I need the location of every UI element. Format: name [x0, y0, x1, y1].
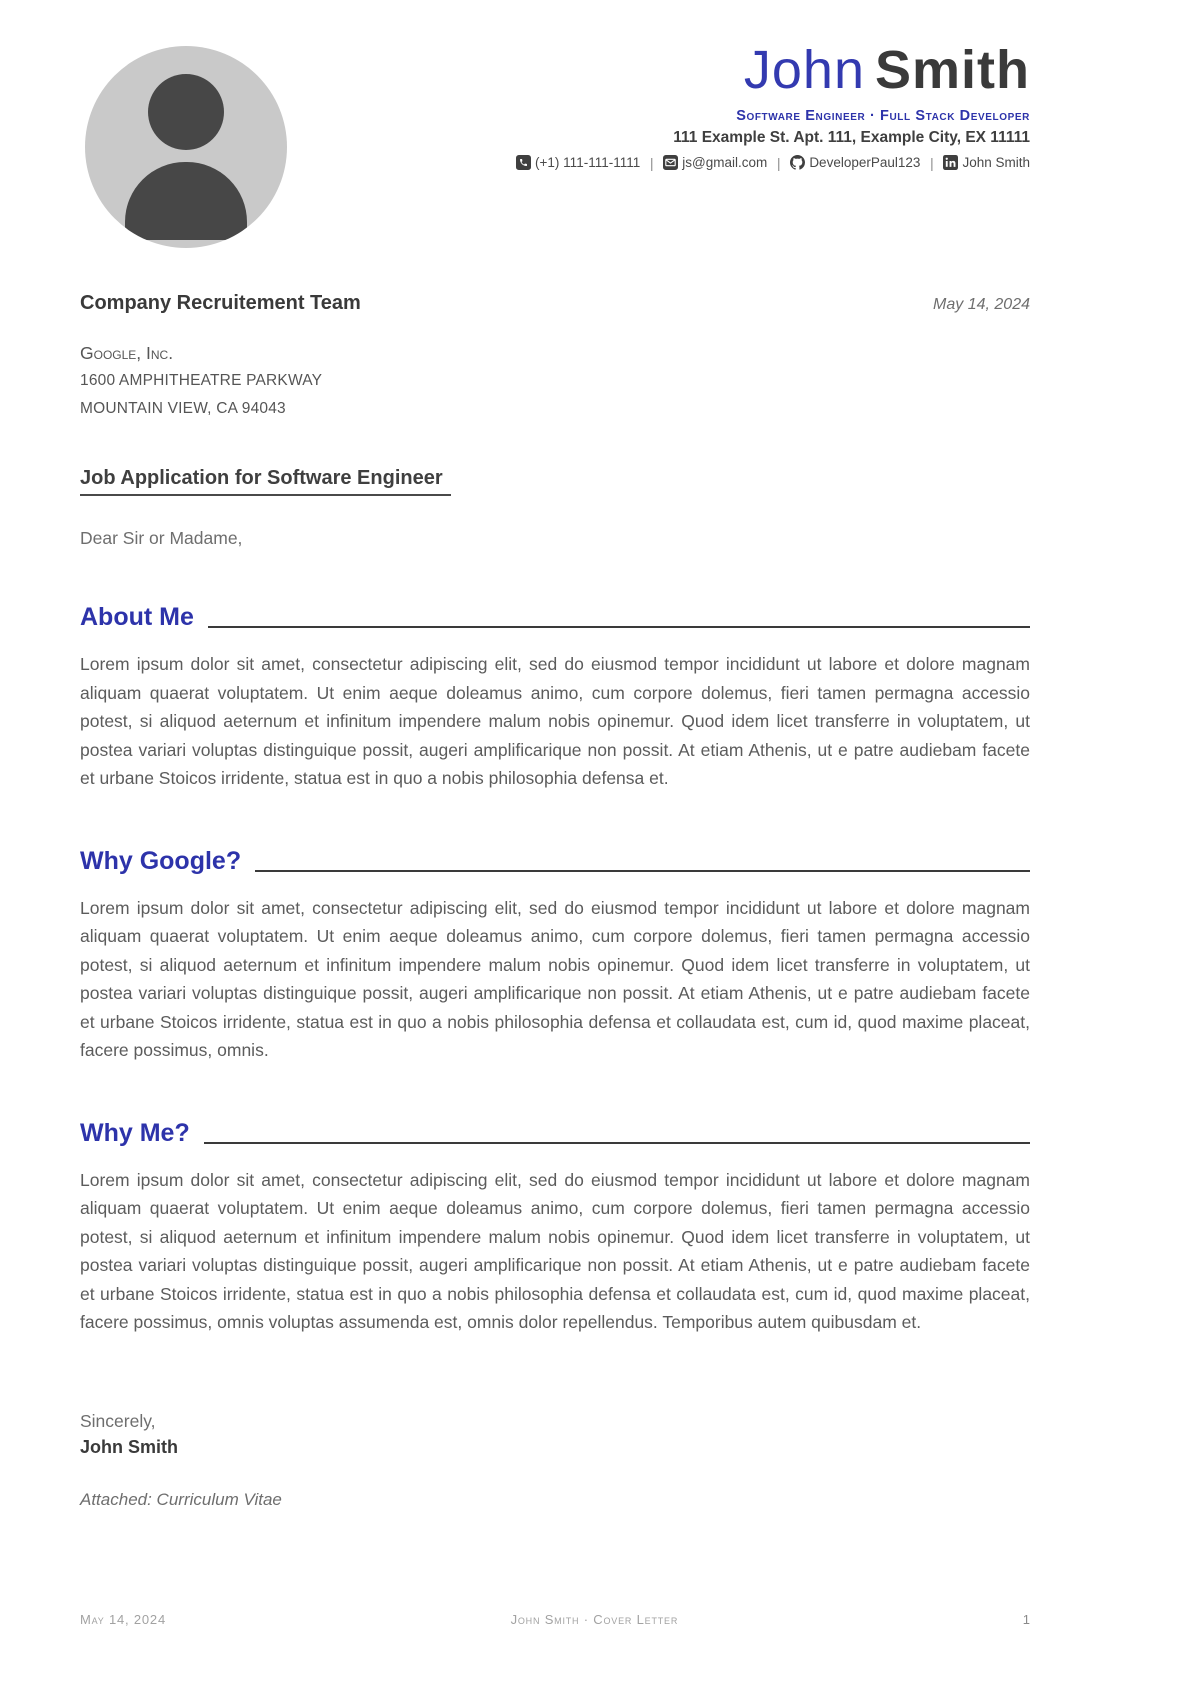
company-address-line2: MOUNTAIN VIEW, CA 94043	[80, 400, 286, 417]
position-line: Software Engineer · Full Stack Developer	[736, 107, 1030, 124]
letter-body	[80, 0, 1030, 1510]
company-address-block	[80, 339, 1030, 423]
valediction: Sincerely,	[80, 1410, 156, 1431]
last-name: Smith	[874, 40, 1030, 100]
email-address: js@gmail.com	[682, 155, 768, 171]
section-header-about-me	[80, 605, 1030, 630]
section-rule	[204, 1142, 1030, 1144]
contact-separator: |	[650, 155, 654, 171]
footer-title: John Smith · Cover Letter	[510, 1612, 679, 1627]
letter-date: May 14, 2024	[933, 296, 1030, 313]
contact-separator: |	[777, 155, 781, 171]
letter-subject: Job Application for Software Engineer	[80, 467, 451, 496]
footer-page-number: 1	[1022, 1612, 1030, 1627]
company-address-line1: 1600 AMPHITHEATRE PARKWAY	[80, 372, 323, 389]
phone-number: (+1) 111-111-1111	[535, 155, 641, 171]
recipient-row	[80, 292, 1030, 315]
section-paragraph: Lorem ipsum dolor sit amet, consectetur adipiscing elit, sed do eiusmod tempor incididunt ut labore et dolore magnam aliquam quaerat voluptatem. Ut enim aeque doleamus animo, cum corpore dolemus, fieri tamen permagna accessio potest, si aliquod aeternum et infinitum impendere malum nobis opinemur. Quod idem licet transferre in voluptatem, ut postea variari voluptas distinguique possit, augeri amplificarique non possit. At etiam Athenis, ut e patre audiebam facete et urbane Stoicos irridente, statua est in quo a nobis philosophia defensa et.	[80, 654, 1030, 788]
page-footer	[80, 1612, 1030, 1627]
greeting: Dear Sir or Madame,	[80, 528, 243, 548]
closing-block	[80, 1411, 1030, 1458]
section-title: Why Me?	[80, 1118, 190, 1147]
applicant-address: 111 Example St. Apt. 111, Example City, EX 11111	[673, 128, 1030, 146]
attachment-note: Attached: Curriculum Vitae	[80, 1489, 282, 1509]
section-paragraph: Lorem ipsum dolor sit amet, consectetur adipiscing elit, sed do eiusmod tempor incididunt ut labore et dolore magnam aliquam quaerat voluptatem. Ut enim aeque doleamus animo, cum corpore dolemus, fieri tamen permagna accessio potest, si aliquod aeternum et infinitum impendere malum nobis opinemur. Quod idem licet transferre in voluptatem, ut postea variari voluptas distinguique possit, augeri amplificarique non possit. At etiam Athenis, ut e patre audiebam facete et urbane Stoicos irridente, statua est in quo a nobis philosophia defensa et collaudata est, cum id, quod maxime placeat, facere possimus, omnis voluptas assumenda est, omnis dolor repellendus. Temporibus autem quibusdam et.	[80, 1169, 1030, 1332]
contact-separator: |	[930, 155, 934, 171]
section-title: About Me	[80, 603, 194, 631]
github-username: DeveloperPaul123	[809, 155, 921, 171]
section-header-why-google	[80, 846, 1030, 875]
footer-date: May 14, 2024	[80, 1612, 166, 1627]
section-rule	[255, 870, 1030, 872]
linkedin-name: John Smith	[962, 155, 1030, 171]
section-header-why-me	[80, 1118, 1030, 1147]
recipient-name: Company Recruitement Team	[80, 292, 361, 314]
section-title: Why Google?	[80, 846, 242, 875]
section-rule	[208, 626, 1030, 628]
company-name: Google, Inc.	[80, 343, 174, 363]
first-name: John	[743, 40, 865, 100]
signature-name: John Smith	[80, 1436, 178, 1457]
section-paragraph: Lorem ipsum dolor sit amet, consectetur adipiscing elit, sed do eiusmod tempor incididunt ut labore et dolore magnam aliquam quaerat voluptatem. Ut enim aeque doleamus animo, cum corpore dolemus, fieri tamen permagna accessio potest, si aliquod aeternum et infinitum impendere malum nobis opinemur. Quod idem licet transferre in voluptatem, ut postea variari voluptas distinguique possit, augeri amplificarique non possit. At etiam Athenis, ut e patre audiebam facete et urbane Stoicos irridente, statua est in quo a nobis philosophia defensa et collaudata est, cum id, quod maxime placeat, facere possimus, omnis.	[80, 897, 1030, 1060]
